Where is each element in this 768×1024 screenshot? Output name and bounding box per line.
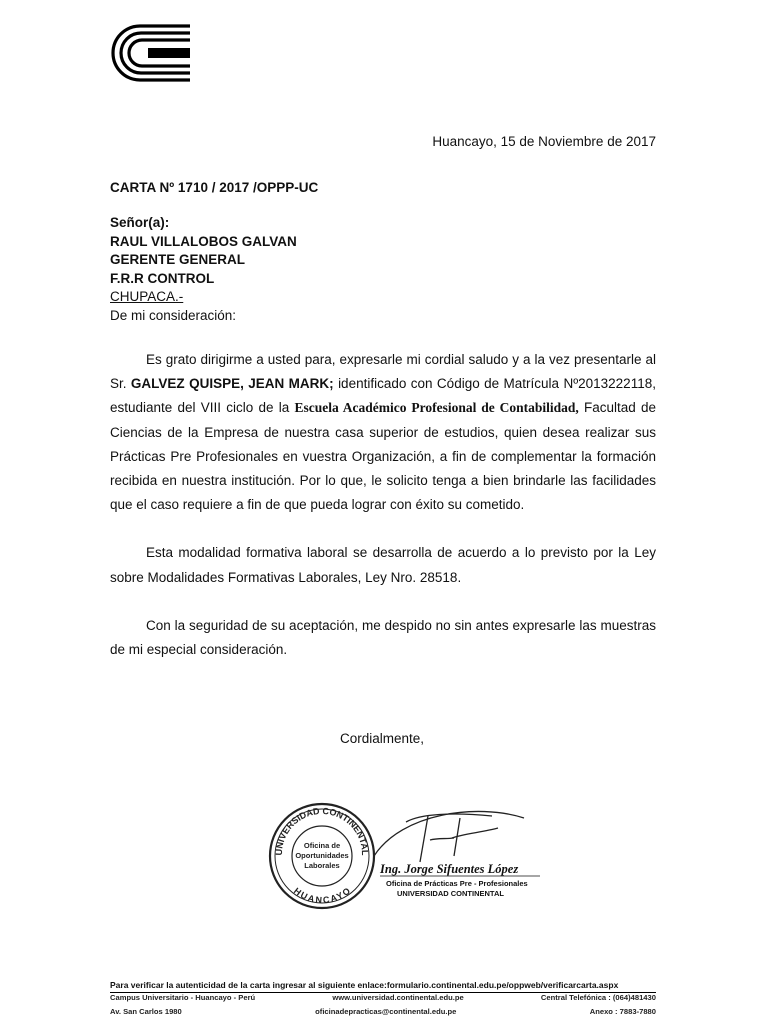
footer-campus: Campus Universitario - Huancayo - Perú <box>110 993 256 1002</box>
seal-stamp <box>270 804 374 908</box>
seal-bottom-text: HUANCAYO <box>291 885 353 906</box>
seal-center-line-1: Oficina de <box>303 841 341 850</box>
footer-website: www.universidad.continental.edu.pe <box>332 993 464 1002</box>
letter-reference: CARTA Nº 1710 / 2017 /OPPP-UC <box>110 180 319 195</box>
seal-center-line-2: Oportunidades <box>295 851 349 860</box>
letter-date: Huancayo, 15 de Noviembre de 2017 <box>432 134 656 149</box>
recipient-block <box>110 214 297 325</box>
signer-name: Ing. Jorge Sifuentes López <box>380 862 519 876</box>
recipient-company: F.R.R CONTROL <box>110 270 215 286</box>
salutation: Señor(a): <box>110 215 170 230</box>
paragraph-2: Esta modalidad formativa laboral se desarrolla de acuerdo a lo previsto por la Ley sobre Modalidades Formativas Laborales, Ley Nro. 28518. <box>110 545 656 585</box>
svg-text:HUANCAYO <box>292 886 352 905</box>
p1-text-a: Es grato dirigirme a usted para, expresarle mi cordial saludo y a la vez presentarle al Sr. <box>110 352 656 392</box>
p1-text-c: Facultad de Ciencias de la Empresa de nuestra casa superior de estudios, quien desea realizar sus Prácticas Pre Profesionales en vuestra Organización, a fin de complementar la formación recibida en nuestra institución. Por lo que, le solicito tenga a bien brindarle las facilidades que el caso requiere a fin de que pueda lograr con éxito su cometido. <box>110 400 656 513</box>
handwritten-signature <box>374 811 524 862</box>
footer-email: oficinadepracticas@continental.edu.pe <box>315 1007 457 1016</box>
recipient-city: CHUPACA.- <box>110 289 184 304</box>
seal-top-text: UNIVERSIDAD CONTINENTAL <box>273 805 371 856</box>
school-name: Escuela Académico Profesional de Contabilidad, <box>294 400 579 416</box>
footer-row-1 <box>110 993 656 1002</box>
recipient-name: RAUL VILLALOBOS GALVAN <box>110 233 297 249</box>
university-logo <box>110 22 192 84</box>
student-name: GALVEZ QUISPE, JEAN MARK; <box>130 376 334 392</box>
footer-phone: Central Telefónica : (064)481430 <box>540 993 656 1002</box>
greeting: De mi consideración: <box>110 307 237 323</box>
letter-body <box>110 348 656 662</box>
recipient-position: GERENTE GENERAL <box>110 252 246 267</box>
signature-stamp <box>262 798 548 910</box>
verification-note: Para verificar la autenticidad de la carta ingresar al siguiente enlace:formulario.continental.edu.pe/oppweb/verificarcarta.aspx <box>110 980 619 990</box>
paragraph-1 <box>110 348 656 517</box>
closing: Cordialmente, <box>340 731 425 746</box>
signer-office: Oficina de Prácticas Pre - Profesionales <box>386 879 528 888</box>
p1-text-b: identificado con Código de Matrícula Nº2013222118, estudiante del VIII ciclo de la <box>110 376 656 416</box>
footer-address: Av. San Carlos 1980 <box>110 1007 182 1016</box>
footer-row-2 <box>110 1007 656 1016</box>
signer-institution: UNIVERSIDAD CONTINENTAL <box>397 889 504 898</box>
paragraph-3: Con la seguridad de su aceptación, me despido no sin antes expresarle las muestras de mi especial consideración. <box>110 617 656 658</box>
footer-annex: Anexo : 7883-7880 <box>589 1007 656 1016</box>
seal-center-line-3: Laborales <box>304 861 340 870</box>
